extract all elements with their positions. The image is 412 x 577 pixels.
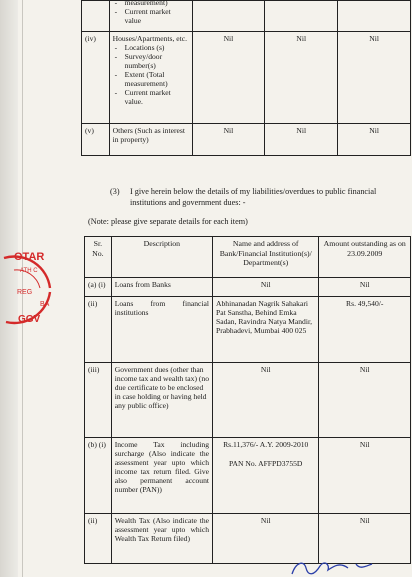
liabilities-table bbox=[84, 236, 411, 564]
table-row bbox=[82, 124, 411, 156]
description-cell: Loans from financial institutions bbox=[111, 297, 212, 363]
sub-item: - Survey/door number(s) bbox=[125, 52, 189, 70]
sub-item: - Extent (Total measurement) bbox=[125, 70, 189, 88]
amount-cell: Nil bbox=[319, 514, 411, 564]
sr-cell: (iii) bbox=[85, 363, 112, 438]
sr-cell: (ii) bbox=[85, 297, 112, 363]
bank-cell: Nil bbox=[213, 278, 319, 297]
paragraph-number: (3) bbox=[110, 187, 120, 196]
svg-text:OTAR: OTAR bbox=[14, 251, 45, 263]
sub-item: - Current market value bbox=[125, 7, 189, 25]
bank-cell bbox=[213, 438, 319, 514]
value-cell: Nil bbox=[265, 32, 338, 124]
row-label: Houses/Apartments, etc. bbox=[112, 34, 188, 43]
svg-text:GGV: GGV bbox=[18, 314, 41, 325]
sr-cell bbox=[82, 1, 110, 32]
pan-number: PAN No. AFFPD3755D bbox=[229, 459, 303, 468]
table-row bbox=[82, 1, 411, 32]
description-cell: Government dues (other than income tax and wealth tax) (no due certificate to be enclosed in case holding or having held any public office) bbox=[111, 363, 212, 438]
bank-cell: Nil bbox=[213, 514, 319, 564]
value-cell bbox=[265, 1, 338, 32]
bank-cell: Abhinanadan Nagrik Sahakari Pat Sanstha, Behind Emka Sadan, Ravindra Natya Mandir, Prabhadevi, Mumbai 400 025 bbox=[213, 297, 319, 363]
sr-cell: (a) (i) bbox=[85, 278, 112, 297]
header-sr: Sr. No. bbox=[85, 237, 112, 278]
description-cell bbox=[109, 1, 192, 32]
amount-cell: Nil bbox=[319, 363, 411, 438]
header-bank: Name and address of Bank/Financial Institution(s)/ Department(s) bbox=[213, 237, 319, 278]
svg-text:ATH C: ATH C bbox=[20, 268, 38, 274]
value-cell: Nil bbox=[338, 32, 411, 124]
sr-cell: (v) bbox=[82, 124, 110, 156]
value-cell bbox=[192, 1, 265, 32]
description-cell: Loans from Banks bbox=[111, 278, 212, 297]
header-amount: Amount outstanding as on 23.09.2009 bbox=[319, 237, 411, 278]
svg-text:REG: REG bbox=[17, 289, 33, 296]
svg-text:BA: BA bbox=[40, 301, 50, 308]
table-row bbox=[85, 438, 411, 514]
value-cell: Nil bbox=[338, 124, 411, 156]
value-cell: Nil bbox=[192, 32, 265, 124]
amount-cell: Nil bbox=[319, 278, 411, 297]
liabilities-paragraph bbox=[110, 186, 400, 208]
amount-cell: Rs. 49,540/- bbox=[319, 297, 411, 363]
paragraph-text: I give herein below the details of my liabilities/overdues to public financial institutions and government dues: - bbox=[130, 187, 377, 207]
description-cell: Wealth Tax (Also indicate the assessment year upto which Wealth Tax Return filed) bbox=[111, 514, 212, 564]
table-row bbox=[85, 297, 411, 363]
signature-scribble bbox=[270, 556, 390, 577]
value-cell bbox=[338, 1, 411, 32]
amount-cell: Nil bbox=[319, 438, 411, 514]
sub-item: - Locations (s) bbox=[125, 43, 189, 52]
bank-cell: Nil bbox=[213, 363, 319, 438]
note-text: (Note: please give separate details for each item) bbox=[88, 217, 248, 226]
table-row bbox=[82, 32, 411, 124]
sr-cell: (ii) bbox=[85, 514, 112, 564]
table-row bbox=[85, 363, 411, 438]
red-seal-stamp bbox=[0, 248, 52, 328]
value-cell: Nil bbox=[192, 124, 265, 156]
description-cell: Income Tax including surcharge (Also indicate the assessment year upto which income tax return filed. Give also permanent account number (PAN)) bbox=[111, 438, 212, 514]
table-header-row bbox=[85, 237, 411, 278]
sub-item: - measurement) bbox=[125, 0, 189, 7]
sr-cell: (b) (i) bbox=[85, 438, 112, 514]
sr-cell: (iv) bbox=[82, 32, 110, 124]
table-row bbox=[85, 278, 411, 297]
description-cell: Others (Such as interest in property) bbox=[109, 124, 192, 156]
assets-table-continued bbox=[81, 0, 411, 156]
value-cell: Nil bbox=[265, 124, 338, 156]
header-description: Description bbox=[111, 237, 212, 278]
sub-item: - Current market value. bbox=[125, 88, 189, 106]
income-tax-amount: Rs.11,376/- A.Y. 2009-2010 bbox=[223, 440, 309, 449]
description-cell bbox=[109, 32, 192, 124]
